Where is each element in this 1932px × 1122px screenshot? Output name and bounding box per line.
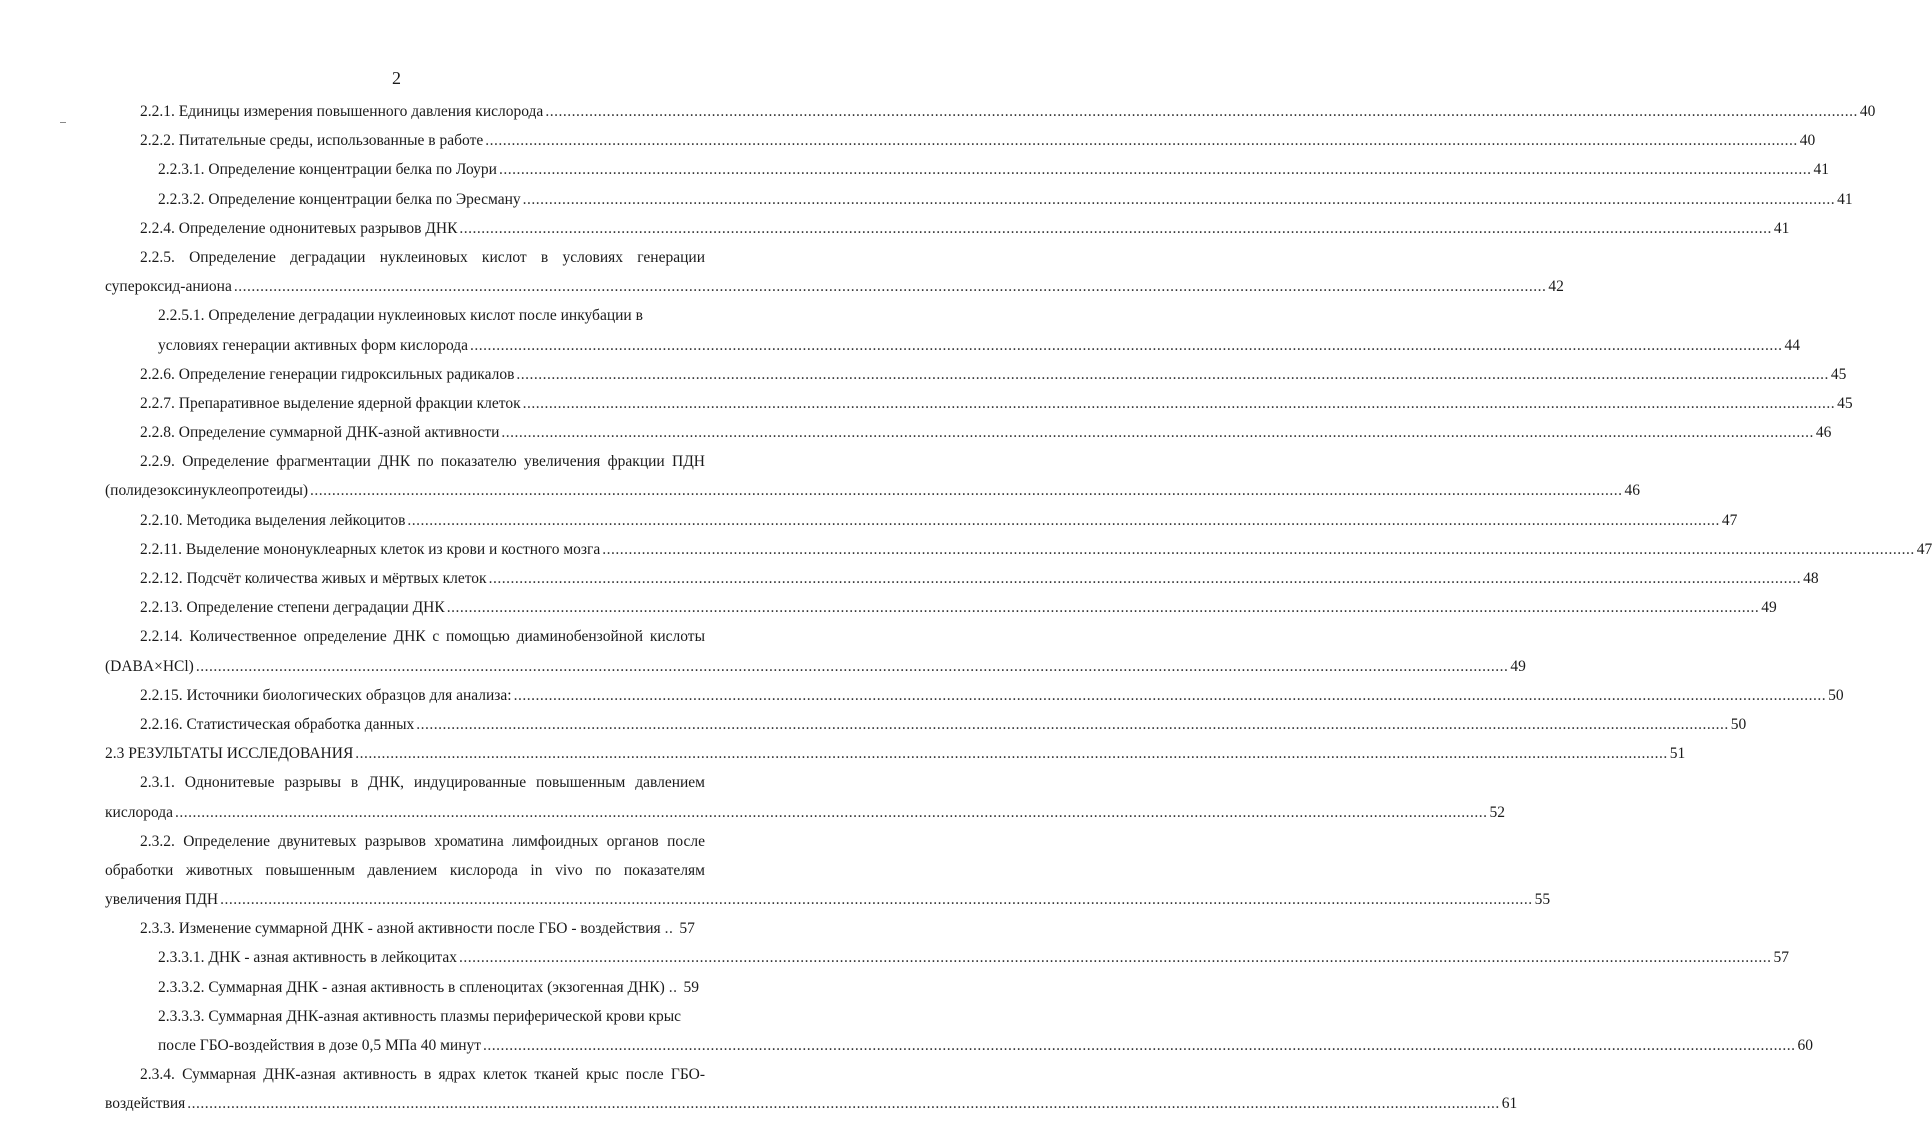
toc-entry bbox=[0, 535, 1932, 564]
toc-page-number: 40 bbox=[1859, 103, 1876, 120]
dot-leader: ............................................................................................................................................................................................................................................................................................................ bbox=[485, 132, 1798, 150]
toc-entry-text: 2.2.3.1. Определение концентрации белка по Лоури bbox=[158, 161, 497, 179]
toc-page-number: 41 bbox=[1813, 161, 1829, 179]
toc-entry bbox=[0, 418, 1832, 447]
toc-entry bbox=[0, 710, 1747, 739]
toc-entry-line bbox=[140, 360, 1847, 389]
toc-page-number: 50 bbox=[1730, 715, 1747, 733]
toc-entry-text: 2.2.11. Выделение мононуклеарных клеток из крови и костного мозга bbox=[140, 540, 601, 558]
toc-entry-line bbox=[105, 885, 1551, 914]
dot-leader: ............................................................................................................................................................................................................................................................................................................ bbox=[416, 715, 1729, 733]
toc-page-number: 42 bbox=[1548, 278, 1564, 296]
dot-leader: ............................................................................................................................................................................................................................................................................................................ bbox=[470, 336, 1783, 354]
toc-entry-text: после ГБО-воздействия в дозе 0,5 МПа 40 минут bbox=[158, 1037, 482, 1054]
toc-entry-text: 2.3 РЕЗУЛЬТАТЫ ИССЛЕДОВАНИЯ bbox=[105, 745, 354, 763]
dot-leader: ............................................................................................................................................................................................................................................................................................................ bbox=[516, 365, 1829, 383]
toc-entry-text: 2.3.3.3. Суммарная ДНК-азная активность плазмы периферической крови крыс bbox=[158, 1007, 682, 1025]
dot-leader: ............................................................................................................................................................................................................................................................................................................ bbox=[513, 686, 1827, 704]
dot-leader: ............................................................................................................................................................................................................................................................................................................ bbox=[187, 1095, 1500, 1113]
toc-page-number: 57 bbox=[679, 920, 695, 938]
toc-entry-line bbox=[158, 973, 705, 1002]
toc-entry bbox=[0, 1060, 1518, 1118]
dot-leader: ............................................................................................................................................................................................................................................................................................................ bbox=[233, 278, 1547, 296]
toc-entry-text: (полидезоксинуклеопротеиды) bbox=[105, 482, 309, 500]
toc-entry-text: 2.3.3.2. Суммарная ДНК - азная активность в спленоцитах (экзогенная ДНК) bbox=[158, 978, 665, 996]
toc-entry bbox=[0, 739, 1686, 768]
toc-entry bbox=[0, 214, 1790, 243]
toc-page-number: 46 bbox=[1815, 424, 1832, 442]
toc-entry bbox=[0, 768, 1506, 826]
toc-entry bbox=[0, 973, 793, 1002]
toc-entry bbox=[0, 622, 1526, 680]
toc-page-number: 51 bbox=[1669, 745, 1686, 763]
toc-entry-text: обработки животных повышенным давлением кислорода in vivo по показателям bbox=[105, 861, 705, 879]
dot-leader: ............................................................................................................................................................................................................................................................................................................ bbox=[446, 599, 1760, 617]
toc-page-number: 61 bbox=[1501, 1095, 1518, 1113]
toc-entry-text: 2.2.7. Препаративное выделение ядерной фракции клеток bbox=[140, 394, 521, 412]
dot-leader: ............................................................................................................................................................................................................................................................................................................ bbox=[458, 949, 1772, 967]
dot-leader: ............................................................................................................................................................................................................................................................................................................ bbox=[459, 219, 1772, 237]
page-number: 2 bbox=[392, 68, 401, 88]
toc-entry-text: кислорода bbox=[105, 803, 174, 821]
toc-entry-line bbox=[158, 185, 1853, 214]
toc-page-number: 50 bbox=[1828, 686, 1844, 704]
toc-entry-line bbox=[140, 535, 1932, 564]
toc-entry bbox=[0, 389, 1853, 418]
toc-entry-text: 2.3.1. Однонитевые разрывы в ДНК, индуцированные повышенным давлением bbox=[140, 774, 705, 792]
toc-entry-line bbox=[105, 798, 1506, 827]
toc-entry bbox=[0, 1002, 1814, 1060]
toc-entry-line bbox=[105, 1089, 1518, 1118]
toc-page-number: 40 bbox=[1799, 132, 1816, 150]
toc-entry-text: увеличения ПДН bbox=[105, 891, 219, 909]
toc-page-number: 57 bbox=[1773, 949, 1789, 967]
toc-entry-line bbox=[140, 97, 1876, 126]
toc-entry-text: 2.2.4. Определение однонитевых разрывов ДНК bbox=[140, 219, 458, 237]
toc-entry-line bbox=[158, 155, 1829, 184]
toc-page-number: 44 bbox=[1784, 336, 1801, 354]
toc-entry-text: 2.2.6. Определение генерации гидроксильных радикалов bbox=[140, 365, 515, 383]
toc-entry bbox=[0, 185, 1853, 214]
toc-page-number: 59 bbox=[683, 978, 700, 996]
dot-leader: ............................................................................................................................................................................................................................................................................................................ bbox=[483, 1037, 1796, 1054]
toc-entry bbox=[0, 827, 1551, 915]
toc-entry-line bbox=[105, 272, 1564, 301]
dot-leader: ............................................................................................................................................................................................................................................................................................................ bbox=[407, 511, 1720, 529]
toc-entry-line bbox=[105, 739, 1686, 768]
toc-page-number: 60 bbox=[1797, 1037, 1814, 1054]
toc-entry-line bbox=[105, 476, 1641, 505]
toc-entry-text: условиях генерации активных форм кислорода bbox=[158, 336, 469, 354]
toc-entry-text: 2.2.16. Статистическая обработка данных bbox=[140, 715, 415, 733]
toc-entry-line bbox=[140, 681, 1844, 710]
toc-entry-line bbox=[140, 389, 1853, 418]
toc-entry-text: 2.2.2. Питательные среды, использованные в работе bbox=[140, 132, 484, 150]
toc-page-number: 41 bbox=[1773, 219, 1790, 237]
toc-entry-line bbox=[140, 506, 1738, 535]
dot-leader: ............................................................................................................................................................................................................................................................................................................ bbox=[522, 394, 1836, 412]
toc-page-number: 55 bbox=[1534, 891, 1551, 909]
toc-entry bbox=[0, 155, 1829, 184]
toc-entry-text: 2.2.5.1. Определение деградации нуклеиновых кислот после инкубации в bbox=[158, 307, 643, 325]
dot-leader: ............................................................................................................................................................................................................................................................................................................ bbox=[501, 424, 1814, 442]
toc-entry-text: 2.3.4. Суммарная ДНК-азная активность в ядрах клеток тканей крыс после ГБО- bbox=[140, 1066, 705, 1084]
toc-entry-text: 2.3.2. Определение двунитевых разрывов хроматина лимфоидных органов после bbox=[140, 832, 705, 850]
toc-entry bbox=[0, 301, 1801, 359]
toc-entry-text: супероксид-аниона bbox=[105, 278, 232, 296]
toc-page-number: 47 bbox=[1916, 540, 1932, 558]
table-of-contents bbox=[0, 97, 1932, 1119]
toc-entry-text: 2.2.9. Определение фрагментации ДНК по показателю увеличения фракции ПДН bbox=[140, 453, 705, 471]
toc-entry-text: воздействия bbox=[105, 1095, 186, 1113]
toc-page-number: 48 bbox=[1803, 570, 1819, 587]
dot-leader: .. bbox=[668, 978, 678, 996]
toc-entry bbox=[0, 681, 1844, 710]
toc-entry-text: 2.2.12. Подсчёт количества живых и мёртвых клеток bbox=[140, 570, 487, 587]
toc-page-number: 45 bbox=[1830, 365, 1847, 383]
toc-entry-line bbox=[140, 126, 1816, 155]
toc-entry bbox=[0, 447, 1641, 505]
dot-leader: ............................................................................................................................................................................................................................................................................................................ bbox=[355, 745, 1668, 763]
toc-entry-text: 2.2.5. Определение деградации нуклеиновых кислот в условиях генерации bbox=[140, 248, 705, 266]
toc-entry-text: 2.2.8. Определение суммарной ДНК-азной активности bbox=[140, 424, 500, 442]
toc-entry-line bbox=[158, 1031, 1814, 1060]
dot-leader: ............................................................................................................................................................................................................................................................................................................ bbox=[602, 540, 1915, 558]
toc-entry bbox=[0, 243, 1564, 301]
toc-entry-text: 2.2.14. Количественное определение ДНК с помощью диаминобензойной кислоты bbox=[140, 628, 705, 646]
dot-leader: ............................................................................................................................................................................................................................................................................................................ bbox=[522, 190, 1836, 208]
dot-leader: ............................................................................................................................................................................................................................................................................................................ bbox=[220, 891, 1533, 909]
toc-entry bbox=[0, 564, 1819, 593]
toc-entry-line bbox=[140, 564, 1819, 593]
toc-entry bbox=[0, 506, 1738, 535]
dot-leader: ............................................................................................................................................................................................................................................................................................................ bbox=[545, 103, 1858, 120]
toc-entry-text: 2.2.3.2. Определение концентрации белка по Эресману bbox=[158, 190, 521, 208]
toc-entry bbox=[0, 593, 1777, 622]
toc-entry-text: 2.2.15. Источники биологических образцов для анализа: bbox=[140, 686, 512, 704]
toc-entry bbox=[0, 360, 1847, 389]
dot-leader: ............................................................................................................................................................................................................................................................................................................ bbox=[498, 161, 1812, 179]
toc-entry-line bbox=[140, 710, 1747, 739]
toc-entry-line bbox=[105, 652, 1526, 681]
toc-entry-line bbox=[140, 593, 1777, 622]
toc-entry-line bbox=[158, 331, 1801, 360]
toc-entry-line bbox=[140, 914, 705, 943]
dot-leader: ............................................................................................................................................................................................................................................................................................................ bbox=[310, 482, 1623, 500]
toc-entry bbox=[0, 943, 1789, 972]
toc-page-number: 49 bbox=[1761, 599, 1777, 617]
toc-entry bbox=[0, 914, 793, 943]
toc-entry-text: (DABA×HCl) bbox=[105, 657, 194, 675]
toc-page-number: 47 bbox=[1721, 511, 1738, 529]
toc-entry-line bbox=[140, 418, 1832, 447]
toc-entry-text: 2.3.3.1. ДНК - азная активность в лейкоцитах bbox=[158, 949, 457, 967]
toc-entry-text: 2.2.1. Единицы измерения повышенного давления кислорода bbox=[140, 103, 544, 120]
toc-page-number: 45 bbox=[1837, 394, 1853, 412]
toc-page-number: 49 bbox=[1510, 657, 1526, 675]
toc-entry bbox=[0, 97, 1876, 126]
toc-entry-line bbox=[140, 214, 1790, 243]
toc-page-number: 52 bbox=[1489, 803, 1506, 821]
toc-entry bbox=[0, 126, 1816, 155]
dot-leader: ............................................................................................................................................................................................................................................................................................................ bbox=[175, 803, 1488, 821]
toc-page-number: 46 bbox=[1624, 482, 1641, 500]
toc-entry-line bbox=[158, 943, 1789, 972]
toc-entry-text: 2.2.13. Определение степени деградации ДНК bbox=[140, 599, 445, 617]
dot-leader: .. bbox=[664, 920, 674, 938]
toc-entry-text: 2.2.10. Методика выделения лейкоцитов bbox=[140, 511, 406, 529]
dot-leader: ............................................................................................................................................................................................................................................................................................................ bbox=[488, 570, 1802, 587]
toc-entry-text: 2.3.3. Изменение суммарной ДНК - азной активности после ГБО - воздействия bbox=[140, 920, 661, 938]
dot-leader: ............................................................................................................................................................................................................................................................................................................ bbox=[195, 657, 1509, 675]
toc-page-number: 41 bbox=[1837, 190, 1853, 208]
